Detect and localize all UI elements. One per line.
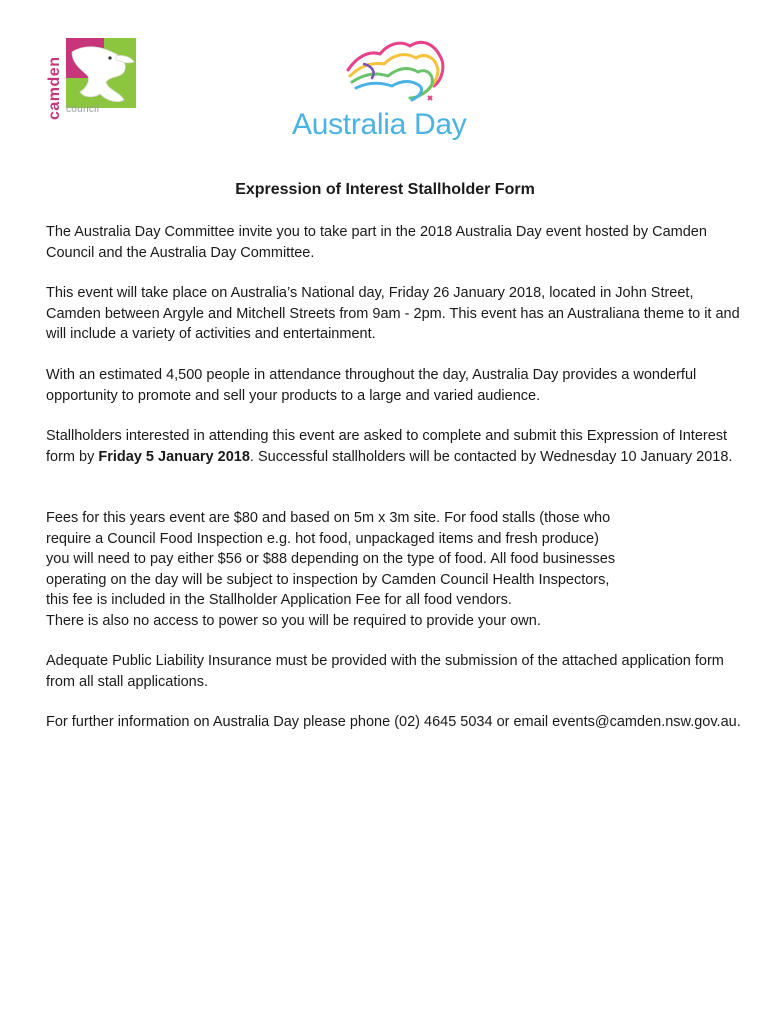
australia-day-logo xyxy=(290,36,490,146)
fees-line: There is also no access to power so you will be required to provide your own. xyxy=(46,612,541,629)
fees-line: this fee is included in the Stallholder Application Fee for all food vendors. xyxy=(46,592,512,608)
insurance-paragraph: Adequate Public Liability Insurance must be provided with the submission of the attached application form from all stall applications. xyxy=(46,653,724,690)
fees-line: require a Council Food Inspection e.g. hot food, unpackaged items and fresh produce) xyxy=(46,530,599,547)
fees-line: you will need to pay either $56 or $88 depending on the type of food. All food businesses xyxy=(46,551,616,567)
camden-wordmark xyxy=(44,38,66,124)
fees-paragraph xyxy=(46,508,746,631)
platypus-icon xyxy=(66,38,138,110)
council-label: council xyxy=(66,104,100,115)
deadline-text-after: . Successful stallholders will be contacted by Wednesday 10 January 2018. xyxy=(249,448,733,465)
attendance-paragraph: With an estimated 4,500 people in attendance throughout the day, Australia Day provides a wonderful opportunity to promote and sell your products to a large and varied audience. xyxy=(46,367,697,404)
deadline-date: Friday 5 January 2018 xyxy=(98,448,250,465)
australia-map-ribbon-icon xyxy=(342,36,452,106)
camden-wordmark-text: camden xyxy=(46,56,63,120)
event-details-paragraph: This event will take place on Australia’s National day, Friday 26 January 2018, located in John Street, Camden between Argyle and Mitchell Streets from 9am - 2pm. This event has an Australiana theme to it and will include a variety of activities and entertainment. xyxy=(46,285,740,342)
submission-deadline-paragraph xyxy=(46,426,746,467)
deadline-text-before: Stallholders interested in attending this event are asked to complete and submit this Expression of Interest form by xyxy=(46,428,728,465)
form-title: Expression of Interest Stallholder Form xyxy=(235,181,535,198)
fees-line: operating on the day will be subject to inspection by Camden Council Health Inspectors, xyxy=(46,571,610,588)
intro-paragraph: The Australia Day Committee invite you to take part in the 2018 Australia Day event hosted by Camden Council and the Australia Day Committee. xyxy=(46,224,707,261)
camden-council-logo xyxy=(44,38,136,124)
fees-line: Fees for this years event are $80 and based on 5m x 3m site. For food stalls (those who xyxy=(46,510,611,526)
australia-day-wordmark: Australia Day xyxy=(292,108,467,141)
contact-paragraph: For further information on Australia Day please phone (02) 4645 5034 or email events@camden.nsw.gov.au. xyxy=(46,714,741,730)
